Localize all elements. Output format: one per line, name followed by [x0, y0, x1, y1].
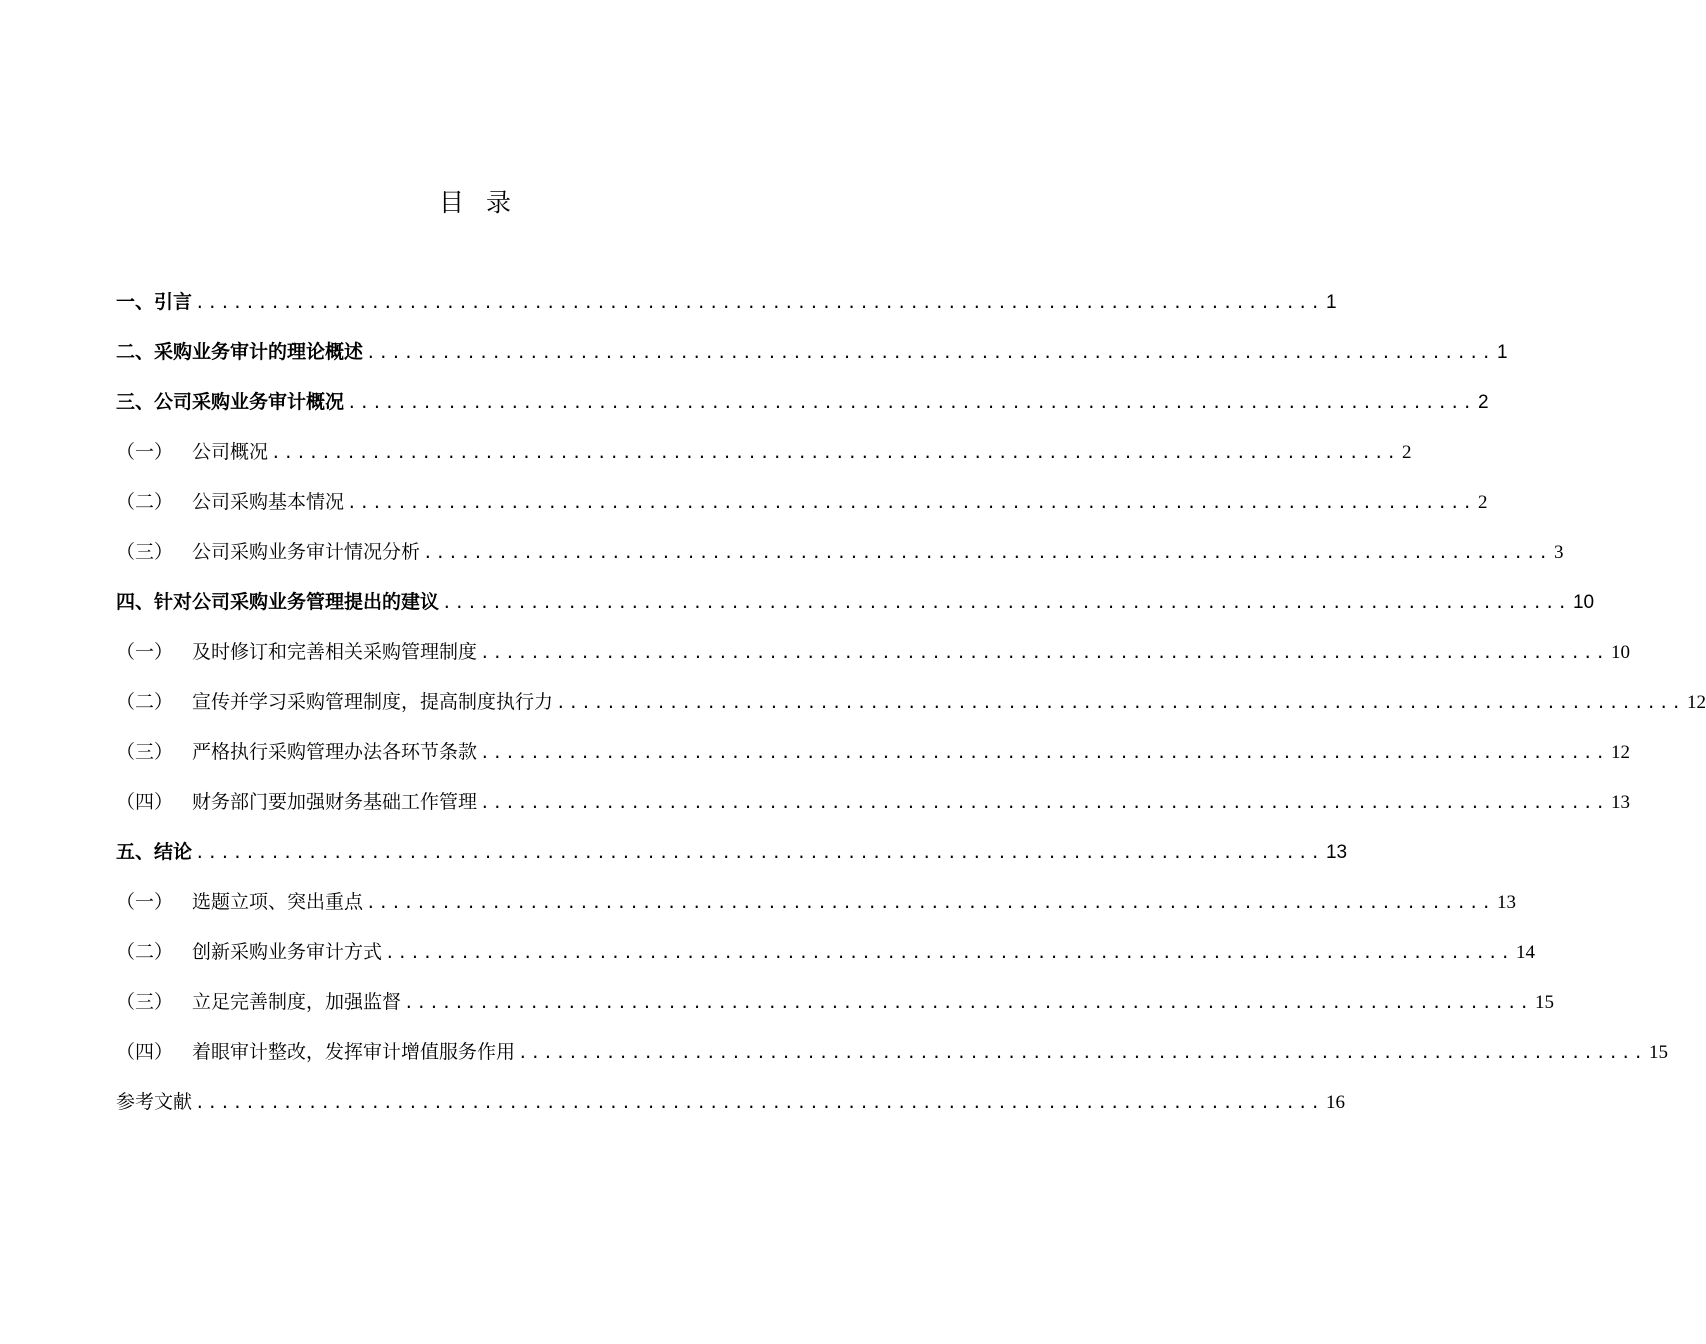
- toc-title: 目录: [438, 188, 533, 217]
- toc-entry-number: （三）: [116, 741, 174, 763]
- toc-entry-number: （一）: [116, 441, 174, 463]
- toc-entry-number: （二）: [116, 941, 174, 963]
- toc-entry-text: 财务部门要加强财务基础工作管理: [192, 791, 478, 813]
- dot-leader: ..........................................................................................: [385, 943, 1513, 962]
- toc-entry[interactable]: [116, 685, 1706, 735]
- dot-leader: ..........................................................................................: [404, 993, 1532, 1012]
- toc-entry-number: （四）: [116, 791, 174, 813]
- toc-entry-text: 一、引言: [116, 291, 193, 313]
- toc-entry-text: 着眼审计整改，发挥审计增值服务作用: [192, 1041, 516, 1063]
- toc-entry[interactable]: [116, 335, 1508, 385]
- dot-leader: ..........................................................................................: [195, 293, 1323, 312]
- toc-entry-page: 2: [1477, 392, 1489, 413]
- toc-entry-text: 选题立项、突出重点: [192, 891, 364, 913]
- dot-leader: ..........................................................................................: [195, 843, 1323, 862]
- toc-entry-number: （一）: [116, 891, 174, 913]
- toc-entry[interactable]: [116, 585, 1595, 635]
- toc-entry-number: （四）: [116, 1041, 174, 1063]
- toc-entry[interactable]: [116, 885, 1516, 935]
- dot-leader: ..........................................................................................: [442, 593, 1570, 612]
- toc-entry[interactable]: [116, 285, 1337, 335]
- toc-entry[interactable]: [116, 435, 1412, 485]
- toc-entry-page: 3: [1553, 542, 1564, 563]
- toc-entry-page: 10: [1572, 592, 1595, 613]
- dot-leader: ..........................................................................................: [195, 1093, 1323, 1112]
- toc-entry[interactable]: [116, 935, 1535, 985]
- toc-entry-text: 三、公司采购业务审计概况: [116, 391, 345, 413]
- toc-entry-text: 公司采购基本情况: [192, 491, 345, 513]
- dot-leader: ..........................................................................................: [556, 693, 1684, 712]
- toc-entry-page: 13: [1496, 892, 1516, 913]
- toc-entry-text: 立足完善制度，加强监督: [192, 991, 402, 1013]
- toc-entry-number: （二）: [116, 491, 174, 513]
- dot-leader: ..........................................................................................: [480, 793, 1608, 812]
- toc-entry-page: 2: [1401, 442, 1412, 463]
- toc-entry-number: （二）: [116, 691, 174, 713]
- toc-entry[interactable]: [116, 1035, 1668, 1085]
- dot-leader: ..........................................................................................: [366, 343, 1494, 362]
- toc-entry-text: 五、结论: [116, 841, 193, 863]
- toc-entry-page: 13: [1325, 842, 1348, 863]
- dot-leader: ..........................................................................................: [347, 493, 1475, 512]
- toc-entry-page: 12: [1610, 742, 1630, 763]
- table-of-contents: [116, 285, 1706, 1135]
- toc-entry-page: 15: [1534, 992, 1554, 1013]
- toc-entry-text: 公司概况: [192, 441, 269, 463]
- dot-leader: ..........................................................................................: [480, 743, 1608, 762]
- dot-leader: ..........................................................................................: [366, 893, 1494, 912]
- dot-leader: ..........................................................................................: [347, 393, 1475, 412]
- toc-entry-text: 创新采购业务审计方式: [192, 941, 383, 963]
- toc-entry-page: 1: [1496, 342, 1508, 363]
- toc-entry-number: （一）: [116, 641, 174, 663]
- toc-entry-text: 二、采购业务审计的理论概述: [116, 341, 364, 363]
- toc-entry-page: 12: [1686, 692, 1706, 713]
- dot-leader: ..........................................................................................: [518, 1043, 1646, 1062]
- toc-entry-text: 及时修订和完善相关采购管理制度: [192, 641, 478, 663]
- toc-entry[interactable]: [116, 635, 1630, 685]
- toc-entry-page: 15: [1648, 1042, 1668, 1063]
- dot-leader: ..........................................................................................: [271, 443, 1399, 462]
- toc-entry-text: 四、针对公司采购业务管理提出的建议: [116, 591, 440, 613]
- toc-entry-page: 14: [1515, 942, 1535, 963]
- toc-entry[interactable]: [116, 385, 1489, 435]
- toc-entry-page: 2: [1477, 492, 1488, 513]
- toc-entry[interactable]: [116, 985, 1554, 1035]
- dot-leader: ..........................................................................................: [423, 543, 1551, 562]
- toc-entry-page: 13: [1610, 792, 1630, 813]
- dot-leader: ..........................................................................................: [480, 643, 1608, 662]
- toc-entry[interactable]: [116, 735, 1630, 785]
- toc-entry-text: 公司采购业务审计情况分析: [192, 541, 421, 563]
- toc-entry-page: 10: [1610, 642, 1630, 663]
- toc-entry[interactable]: [116, 485, 1488, 535]
- toc-entry[interactable]: [116, 785, 1630, 835]
- toc-entry-text: 宣传并学习采购管理制度，提高制度执行力: [192, 691, 554, 713]
- toc-entry-page: 1: [1325, 292, 1337, 313]
- toc-entry[interactable]: [116, 1085, 1345, 1135]
- toc-entry-text: 参考文献: [116, 1091, 193, 1113]
- toc-entry-text: 严格执行采购管理办法各环节条款: [192, 741, 478, 763]
- toc-entry[interactable]: [116, 835, 1348, 885]
- toc-entry[interactable]: [116, 535, 1564, 585]
- toc-entry-number: （三）: [116, 991, 174, 1013]
- toc-entry-number: （三）: [116, 541, 174, 563]
- toc-entry-page: 16: [1325, 1092, 1345, 1113]
